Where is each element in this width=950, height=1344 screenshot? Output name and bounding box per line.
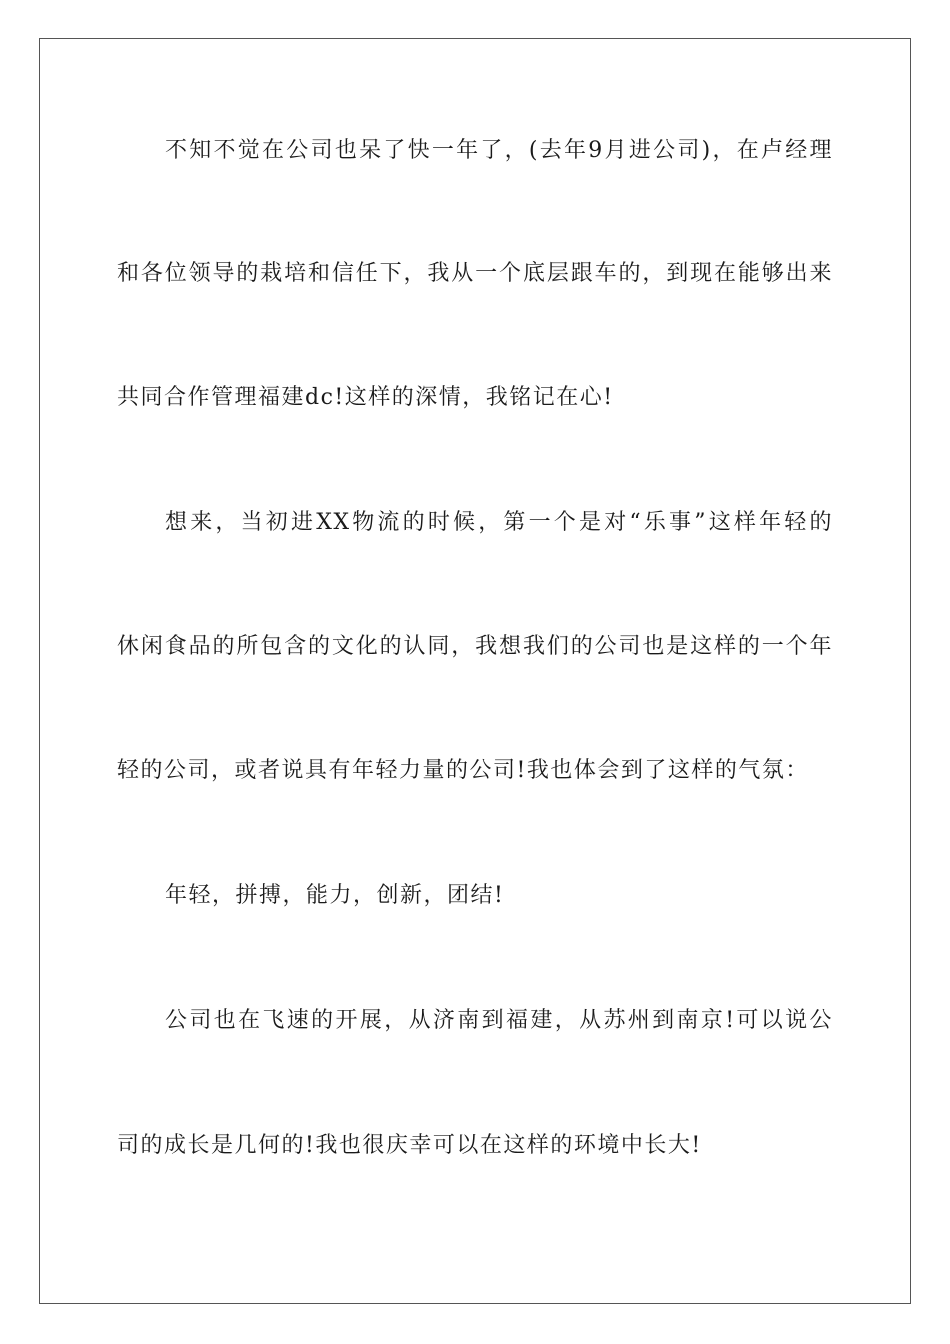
text-line-6: 轻的公司，或者说具有年轻力量的公司!我也体会到了这样的气氛： <box>117 758 809 783</box>
text-line-9: 司的成长是几何的!我也很庆幸可以在这样的环境中长大! <box>117 1133 702 1158</box>
text-line-5: 休闲食品的所包含的文化的认同，我想我们的公司也是这样的一个年 <box>117 634 833 659</box>
text-line-2: 和各位领导的栽培和信任下，我从一个底层跟车的，到现在能够出来 <box>117 261 833 286</box>
text-line-7: 年轻，拼搏，能力，创新，团结! <box>165 883 505 908</box>
text-line-8: 公司也在飞速的开展，从济南到福建，从苏州到南京!可以说公 <box>165 1008 833 1033</box>
text-line-3: 共同合作管理福建dc!这样的深情，我铭记在心! <box>117 385 614 410</box>
text-line-1: 不知不觉在公司也呆了快一年了，(去年9月进公司)，在卢经理 <box>165 138 833 163</box>
page-frame <box>39 38 911 1304</box>
text-line-4: 想来，当初进XX物流的时候，第一个是对“乐事”这样年轻的 <box>165 510 833 535</box>
